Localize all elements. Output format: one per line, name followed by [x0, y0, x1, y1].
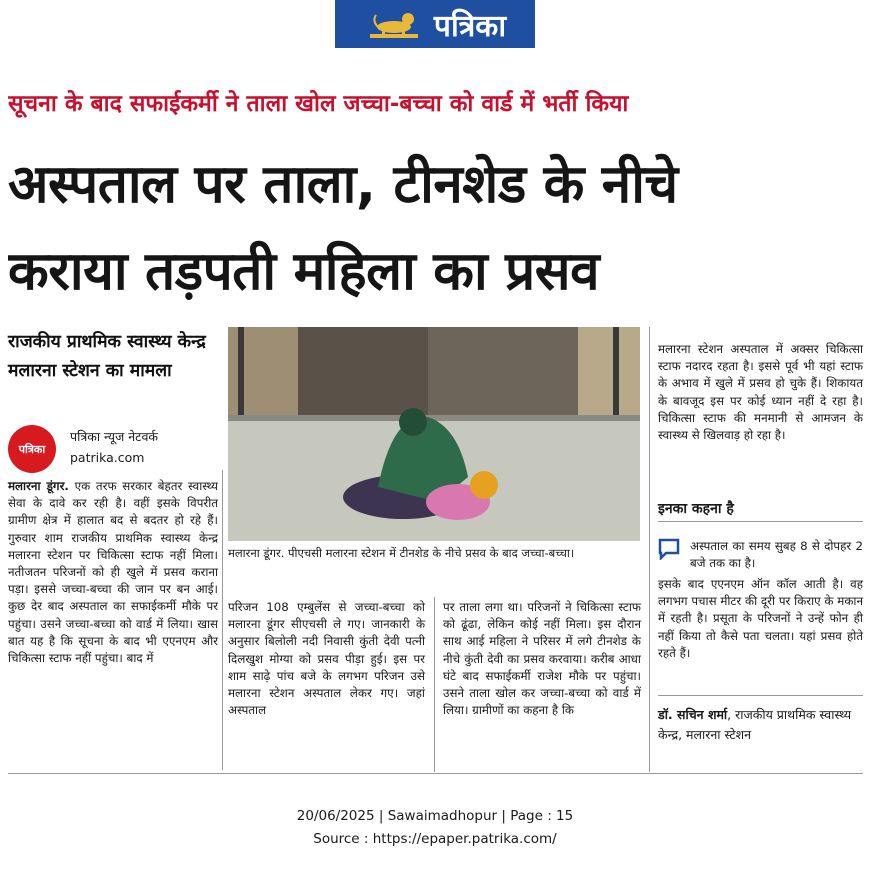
dateline: मलारना डूंगर.: [8, 479, 69, 493]
masthead: [335, 0, 535, 48]
article-column-3: पर ताला लगा था। परिजनों ने चिकित्सा स्टाफ को ढूंढा, लेकिन कोई नहीं मिला। इस दौरान साथ आई महिला ने परिसर में लगे टीनशेड के नीचे कुंती देवी का प्रसव करवाया। करीब आधा घंटे बाद सफाईकर्मी राजेश मौके पर पहुंचा। उसने ताला खोल कर जच्चा-बच्चा को वार्ड में लिया। ग्रामीणों का कहना है कि: [443, 600, 641, 718]
column-rule: [434, 597, 435, 772]
speech-bubble-icon: [658, 538, 680, 560]
subhead: राजकीय प्राथमिक स्वास्थ्य केन्द्र मलारना स्टेशन का मामला: [8, 332, 206, 381]
headline-line-2: कराया तड़पती महिला का प्रसव: [8, 241, 600, 302]
lion-emblem-icon: [364, 5, 424, 43]
footer-source: Source : https://epaper.patrika.com/: [313, 831, 557, 847]
signature-rule: [658, 695, 863, 696]
quote-first-line: अस्पताल का समय सुबह 8 से दोपहर 2 बजे तक का है।: [690, 539, 863, 571]
quote-section-title: इनका कहना है: [658, 499, 863, 522]
article-column-2: परिजन 108 एम्बुलेंस से जच्चा-बच्चा को मलारना डूंगर सीएचसी ले गए। जानकारी के अनुसार बिलोली नदी निवासी कुंती देवी पत्नी दिलखुश मोग्या को प्रसव पीड़ा हुई। इस पर शाम साढ़े पांच बजे के लगभग परिजन उसे मलारना स्टेशन अस्पताल लेकर गए। जहां अस्पताल: [228, 600, 425, 718]
article-column-1: [8, 478, 218, 667]
article-column-4: मलारना स्टेशन अस्पताल में अक्सर चिकित्सा स्टाफ नदारद रहता है। इससे पूर्व भी यहां स्टाफ के अभाव में खुले में प्रसव हो चुके हैं। शिकायत के बावजूद इस पर कोई ध्यान नहीं दे रहा है। चिकित्सा स्टाफ की मनमानी से आमजन के स्वास्थ्य से खिलवाड़ हो रहा है।: [658, 342, 863, 443]
quote-signature: [658, 705, 863, 745]
headline-line-1: अस्पताल पर ताला, टीनशेड के नीचे: [8, 154, 678, 215]
brand-name: पत्रिका: [433, 8, 507, 44]
footer-date-page: 20/06/2025 | Sawaimadhopur | Page : 15: [296, 808, 574, 824]
page-bottom-rule: [8, 773, 863, 774]
byline: [8, 425, 218, 469]
column-rule: [649, 327, 650, 772]
byline-network: पत्रिका न्यूज नेटवर्क: [70, 429, 159, 444]
news-photo: [228, 327, 640, 541]
byline-site: patrika.com: [70, 450, 145, 465]
column-rule: [222, 470, 223, 770]
photo-illustration: [228, 327, 640, 541]
kicker: सूचना के बाद सफाईकर्मी ने ताला खोल जच्चा-बच्चा को वार्ड में भर्ती किया: [8, 91, 629, 117]
quote-author-name: डॉ. सचिन शर्मा: [658, 707, 728, 722]
column-1-text: एक तरफ सरकार बेहतर स्वास्थ्य सेवा के दावे कर रही है। वहीं इसके विपरीत ग्रामीण क्षेत्र में हालात बद से बदतर हो रहे हैं। गुरुवार शाम राजकीय प्राथमिक स्वास्थ्य केन्द्र मलारना स्टेशन पर चिकित्सा स्टाफ नहीं मिला। नतीजतन परिजनों को ही खुले में प्रसव कराना पड़ा। इससे जच्चा-बच्चा की जान पर बन आई। कुछ देर बाद अस्पताल का सफाईकर्मी मौके पर पहुंचा। उसने जच्चा-बच्चा को वार्ड में लिया। खास बात यह है कि सूचना के बाद भी एएनएम और चिकित्सा स्टाफ नहीं पहुंचा। बाद में: [8, 479, 218, 666]
photo-caption: मलारना डूंगर. पीएचसी मलारना स्टेशन में टीनशेड के नीचे प्रसव के बाद जच्चा-बच्चा।: [228, 546, 575, 560]
patrika-logo-badge: पत्रिका: [8, 425, 56, 473]
quote-text: इसके बाद एएनएम ऑन कॉल आती है। वह लगभग पचास मीटर की दूरी पर किराए के मकान में रहती है। प्रसूता के परिजनों ने उन्हें फोन ही नहीं किया तो कैसे पता चलता। यहां प्रसव होते रहते हैं।: [658, 577, 863, 660]
quote-author-designation: , राजकीय प्राथमिक स्वास्थ्य केन्द्र, मलारना स्टेशन: [658, 707, 852, 742]
